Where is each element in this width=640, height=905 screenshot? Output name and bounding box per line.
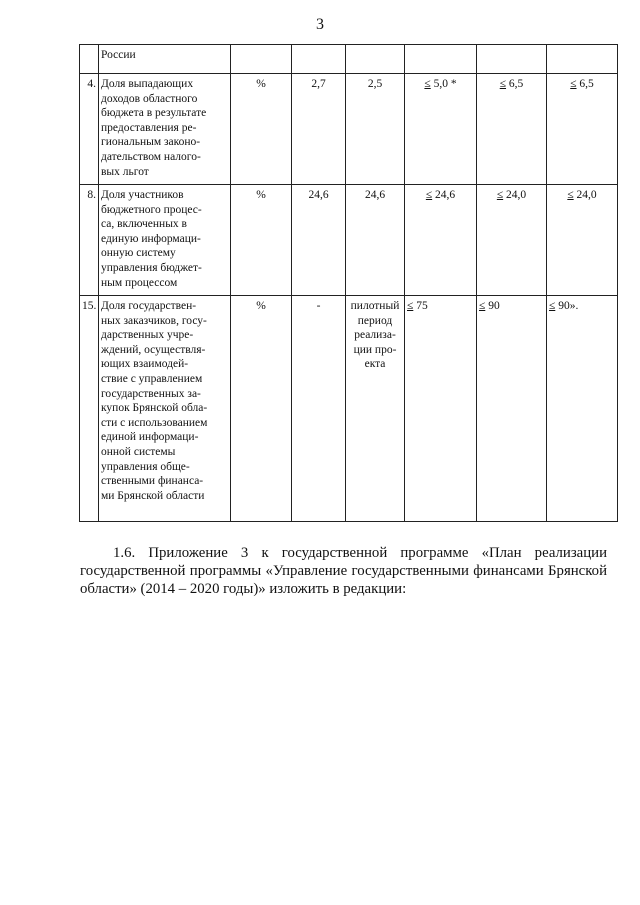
unit-cell [231,45,292,74]
table-row [80,296,618,522]
paragraph-1-6: 1.6. Приложение 3 к государственной программе «План реализации государственной программы «Управление государственными финансами Брянской области» (2014 – 2020 годы)» изложить в редакции: [80,545,607,597]
row-number-cell: 4. [80,74,99,185]
value-cell: ≤ 24,6 [405,185,477,296]
value-cell: 2,5 [346,74,405,185]
unit-cell: % [231,74,292,185]
row-number-cell [80,45,99,74]
indicator-name-cell: России [99,45,231,74]
less-equal-symbol: ≤ [479,300,486,312]
indicator-name-cell: Доля выпадающих доходов областного бюджета в результате предоставления ре- гиональным законо- дательством налого- вых льгот [99,74,231,185]
less-equal-symbol: ≤ [567,189,574,201]
value-cell [292,45,346,74]
table-row [80,45,618,74]
value-cell: 24,6 [292,185,346,296]
less-equal-symbol: ≤ [499,78,507,90]
less-equal-symbol: ≤ [424,78,431,90]
indicator-name-cell: Доля участников бюджетного процес- са, включенных в единую информаци- онную систему управления бюджет- ным процессом [99,185,231,296]
value-cell [346,45,405,74]
value-cell [405,45,477,74]
value-cell: - [292,296,346,522]
value-cell: ≤ 24,0 [547,185,618,296]
row-number-cell: 8. [80,185,99,296]
unit-cell: % [231,185,292,296]
table-row [80,74,618,185]
table-row [80,185,618,296]
value-cell: ≤ 5,0 * [405,74,477,185]
value-cell [547,45,618,74]
unit-cell: % [231,296,292,522]
value-cell: ≤ 90 [477,296,547,522]
value-cell: ≤ 75 [405,296,477,522]
less-equal-symbol: ≤ [549,300,556,312]
value-cell: ≤ 24,0 [477,185,547,296]
less-equal-symbol: ≤ [425,189,433,201]
value-cell: ≤ 90». [547,296,618,522]
indicator-name-cell: Доля государствен- ных заказчиков, госу- дарственных учре- ждений, осуществля- ющих взаимодей- ствие с управлением государственных за- купок Брянской обла- сти с использованием единой информаци- онной системы управления обще- ственными финанса- ми Брянской области [99,296,231,522]
value-cell [477,45,547,74]
value-cell: пилотный период реализа- ции про- екта [346,296,405,522]
less-equal-symbol: ≤ [407,300,414,312]
value-cell: ≤ 6,5 [547,74,618,185]
indicators-table [79,44,618,522]
value-cell: 2,7 [292,74,346,185]
value-cell: 24,6 [346,185,405,296]
row-number-cell: 15. [80,296,99,522]
less-equal-symbol: ≤ [496,189,504,201]
value-cell: ≤ 6,5 [477,74,547,185]
page-number: 3 [316,16,324,33]
less-equal-symbol: ≤ [570,78,577,90]
